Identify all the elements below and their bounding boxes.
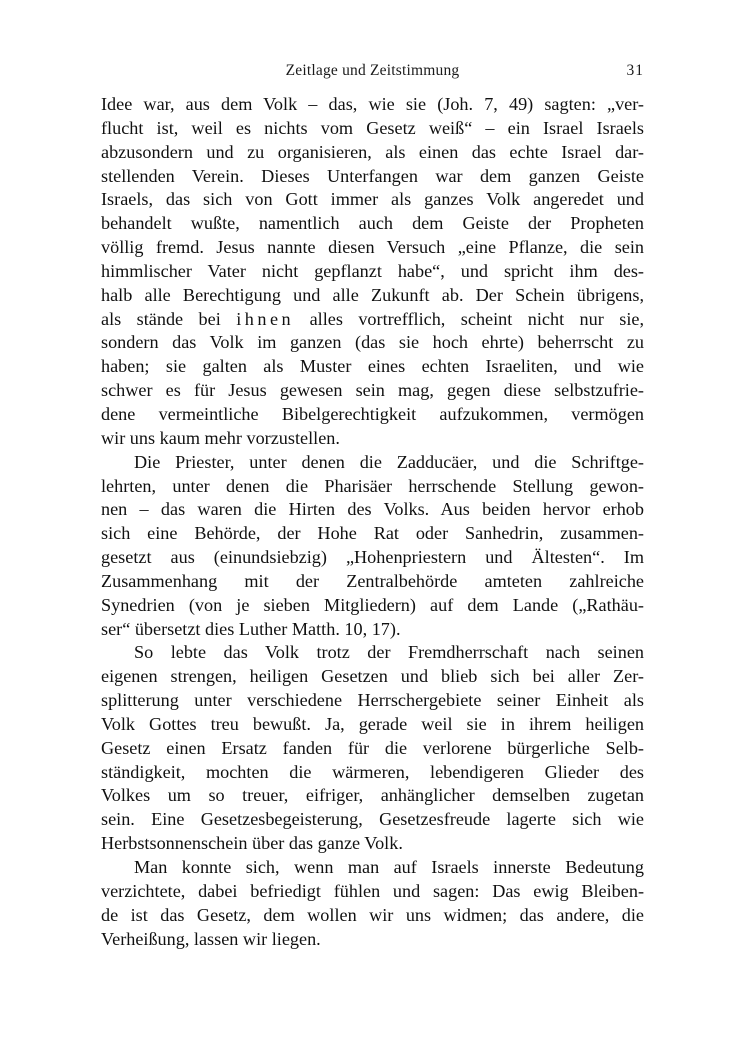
text-line: lehrten, unter denen die Pharisäer herrschende Stellung gewon- xyxy=(101,475,644,496)
text-line: himmlischer Vater nicht gepflanzt habe“, und spricht ihm des- xyxy=(101,260,644,281)
body-text xyxy=(101,93,644,951)
text-line: Volk Gottes treu bewußt. Ja, gerade weil sie in ihrem heiligen xyxy=(101,713,644,734)
text-line: Man konnte sich, wenn man auf Israels innerste Bedeutung xyxy=(134,857,644,877)
text-line: ser“ übersetzt dies Luther Matth. 10, 17). xyxy=(101,618,401,639)
text-line: Die Priester, unter denen die Zadducäer, und die Schriftge- xyxy=(134,451,644,472)
text-line: Gesetz einen Ersatz fanden für die verlorene bürgerliche Selb- xyxy=(101,737,644,758)
paragraph xyxy=(101,641,644,856)
text-line: verzichtete, dabei befriedigt fühlen und sagen: Das ewig Bleiben- xyxy=(101,880,644,901)
text-line: Synedrien (von je sieben Mitgliedern) auf dem Lande („Rathäu- xyxy=(101,594,644,615)
text-line: wir uns kaum mehr vorzustellen. xyxy=(101,427,340,448)
text-line: So lebte das Volk trotz der Fremdherrschaft nach seinen xyxy=(134,642,644,663)
text-segment: alles vortrefflich, scheint nicht nur sie, xyxy=(294,308,644,329)
text-line: Volkes um so treuer, eifriger, anhänglicher demselben zugetan xyxy=(101,785,644,806)
text-line: stellenden Verein. Dieses Unterfangen war dem ganzen Geiste xyxy=(101,165,644,186)
text-line: Verheißung, lassen wir liegen. xyxy=(101,928,321,949)
text-line: haben; sie galten als Muster eines echten Israeliten, und wie xyxy=(101,356,644,377)
page-number: 31 xyxy=(626,62,644,79)
emphasized-word: ihnen xyxy=(236,308,295,329)
text-line: Herbstsonnenschein über das ganze Volk. xyxy=(101,833,403,854)
paragraph xyxy=(101,451,644,642)
text-segment: als stände bei xyxy=(101,308,237,329)
running-title: Zeitlage und Zeitstimmung xyxy=(285,62,460,79)
text-line: gesetzt aus (einundsiebzig) „Hohenpriestern und Ältesten“. Im xyxy=(101,547,644,568)
running-head xyxy=(101,60,644,84)
text-line: nen – das waren die Hirten des Volks. Aus beiden hervor erhob xyxy=(101,499,644,520)
text-line: völlig fremd. Jesus nannte diesen Versuch „eine Pflanze, die sein xyxy=(101,237,644,258)
text-line: abzusondern und zu organisieren, als einen das echte Israel dar- xyxy=(101,141,644,162)
text-line: Israels, das sich von Gott immer als ganzes Volk angeredet und xyxy=(101,189,644,210)
text-line: dene vermeintliche Bibelgerechtigkeit aufzukommen, vermögen xyxy=(101,403,644,424)
text-line: ständigkeit, mochten die wärmeren, lebendigeren Glieder des xyxy=(101,761,644,782)
text-line: schwer es für Jesus gewesen sein mag, gegen diese selbstzufrie- xyxy=(101,380,644,401)
text-line: eigenen strengen, heiligen Gesetzen und blieb sich bei aller Zer- xyxy=(101,666,644,687)
text-line: de ist das Gesetz, dem wollen wir uns widmen; das andere, die xyxy=(101,904,644,925)
paragraph xyxy=(101,856,644,951)
text-line: behandelt wußte, namentlich auch dem Geiste der Propheten xyxy=(101,213,644,234)
text-line: flucht ist, weil es nichts vom Gesetz weiß“ – ein Israel Israels xyxy=(101,117,644,138)
text-line: halb alle Berechtigung und alle Zukunft ab. Der Schein übrigens, xyxy=(101,284,644,305)
text-line: sondern das Volk im ganzen (das sie hoch ehrte) beherrscht zu xyxy=(101,332,644,353)
text-line xyxy=(101,308,644,332)
text-line: sich eine Behörde, der Hohe Rat oder Sanhedrin, zusammen- xyxy=(101,523,644,544)
text-line: sein. Eine Gesetzesbegeisterung, Gesetzesfreude lagerte sich wie xyxy=(101,809,644,830)
text-line: Idee war, aus dem Volk – das, wie sie (Joh. 7, 49) sagten: „ver- xyxy=(101,94,644,114)
text-line: Zusammenhang mit der Zentralbehörde amteten zahlreiche xyxy=(101,570,644,591)
text-line: splitterung unter verschiedene Herrschergebiete seiner Einheit als xyxy=(101,690,644,711)
paragraph xyxy=(101,93,644,451)
